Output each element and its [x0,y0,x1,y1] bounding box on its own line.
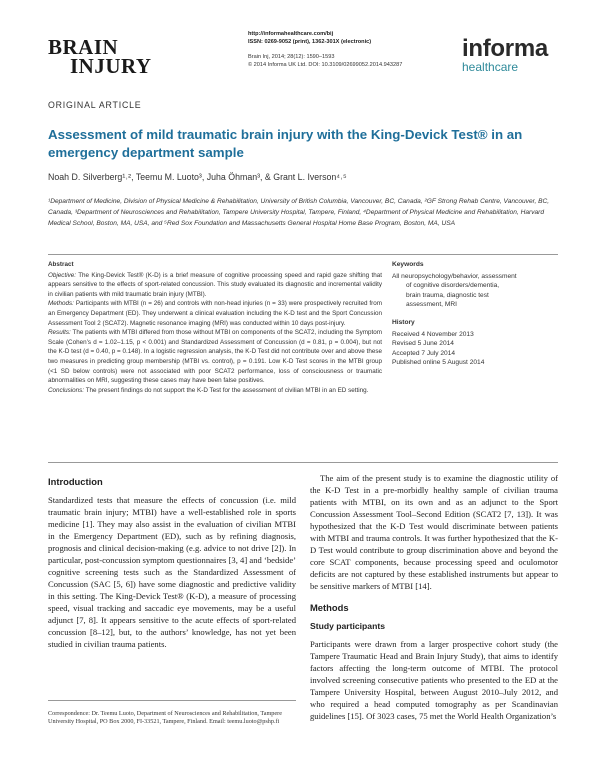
intro-heading: Introduction [48,476,103,487]
journal-url[interactable]: http://informahealthcare.com/bij [248,31,334,37]
publisher-sub: healthcare [462,60,519,74]
authors: Noah D. Silverberg¹˒², Teemu M. Luoto³, Juha Öhman³, & Grant L. Iverson⁴˒⁵ [48,172,347,182]
copyright: © 2014 Informa UK Ltd. DOI: 10.3109/02699052.2014.943287 [248,62,403,68]
participants-text: Participants were drawn from a larger prospective cohort study (the Tampere Traumatic Head and Brain Injury Study), that aims to identify factors affecting the long-term outcome of MTBI. The protocol involved screening consecutive patients who presented to the ED at the Tampere University Hospital, between August 2010–July 2012, and who required a head computed tomography as per Scandinavian guidelines [15]. Of 3023 cases, 75 met the World Health Organization’s [310,639,558,721]
history-line: Revised 5 June 2014 [392,340,454,348]
divider [48,462,558,463]
abstract-objective: Objective: The King-Devick Test® (K-D) is a brief measure of cognitive processing speed and rapid gaze shifting that appears sensitive to the effects of sport-related concussion. This study evaluated its diagnostic and incremental validity in civilian patients with mild traumatic brain injury (MTBI). [48,271,382,298]
participants-heading: Study participants [310,621,385,631]
keywords-line: brain trauma, diagnostic test [406,291,489,299]
history-line: Accepted 7 July 2014 [392,349,456,357]
article-info-sidebar [392,260,558,376]
affiliations: ¹Department of Medicine, Division of Physical Medicine & Rehabilitation, University of British Columbia, Vancouver, BC, Canada, ²GF Strong Rehab Centre, Vancouver, BC, Canada, ³Department of Neurosciences and Rehabilitation, Tampere University Hospital, Tampere, Finland, ⁴Department of Physical Medicine and Rehabilitation, Harvard Medical School, Boston, MA, USA, and ⁵Red Sox Foundation and Massachusetts General Hospital Home Base Program, Boston, MA, USA [48,198,550,227]
abstract [48,260,382,395]
keywords-line: of cognitive disorders/dementia, [406,282,500,290]
abstract-results: Results: The patients with MTBI differed from those without MTBI on components of the SCAT2, including the Symptom Scale (Cohen’s d = 1.02–1.15, p < 0.001) and Standardized Assessment of Concussion (d = 0.81, p = 0.004), but not the K-D test (d = 0.40, p = 0.148). In a logistic regression analysis, the K-D Test did not contribute over and above these two measures in predicting group membership (MTBI vs. control), p = 0.191. Low K-D Test scores in the MTBI group (<1 SD below controls) were not associated with poor SCAT2 performance, loss of consciousness or traumatic abnormalities on MRI, suggesting these cases may have been false positives. [48,329,382,385]
journal-logo-line1: BRAIN [48,35,119,59]
issn: ISSN: 0269-9052 (print), 1362-301X (electronic) [248,39,372,45]
publisher-brand: informa [462,35,548,62]
footnote-divider [48,700,296,701]
abstract-conclusions: Conclusions: The present findings do not support the K-D Test for the assessment of civilian MTBI in an ED setting. [48,386,369,394]
abstract-methods: Methods: Participants with MTBI (n = 26) and controls with non-head injuries (n = 33) were prospectively recruited from an Emergency Department (ED). They underwent a clinical evaluation including the K-D test and the Sport Concussion Assessment Tool 2 (SCAT2). Magnetic resonance imaging (MRI) was conducted within 10 days post-injury. [48,300,382,327]
history-line: Received 4 November 2013 [392,330,474,338]
methods-heading: Methods [310,602,349,613]
correspondence: Correspondence: Dr. Teemu Luoto, Department of Neurosciences and Rehabilitation, Tampere University Hospital, PO Box 2000, FI-33521, Tampere, Finland. Email: teemu.luoto@pshp.fi [48,710,282,726]
masthead [248,30,448,69]
aim-text: The aim of the present study is to examine the diagnostic utility of the K-D Test in a pre-morbidly healthy sample of civilian trauma patients with MTBI, on its own and as an adjunct to the Sport Concussion Assessment Tool–Second Edition (SCAT2 [7, 13]). It was hypothesized that the K-D Test would discriminate between patients with MTBI and trauma controls. It was further hypothesized that the K-D Test would contribute to group discrimination above and beyond the core SCAT components, because processing speed and oculomotor deficits are not captured by these established instruments but appear to be sensitive markers of MTBI [14]. [310,473,558,591]
citation: Brain Inj, 2014; 28(12): 1590–1593 [248,54,335,60]
journal-logo-line2: INJURY [70,54,152,78]
abstract-heading: Abstract [48,261,74,268]
divider [48,254,558,255]
history-line: Published online 5 August 2014 [392,359,485,367]
article-type: ORIGINAL ARTICLE [48,100,142,110]
intro-text: Standardized tests that measure the effects of concussion (i.e. mild traumatic brain injury; MTBI) have a well-established role in sports medicine [1]. They may also assist in the evaluation of civilian MTBI in the Emergency Department (ED), such as by refining diagnosis, prognosis and clinical decision-making (e.g. advice to not drive [2]). In particular, post-concussion symptom questionnaires [3, 4] and ‘bedside’ cognitive screening tests such as the Standardized Assessment of Concussion (SAC [5, 6]) have some diagnostic and predictive validity in this setting. The King-Devick Test® (K-D), a measure of processing speed, visual tracking and saccadic eye movements, may be a useful adjunct [7, 8]. It appears sensitive to the acute effects of sport-related concussion [8–12], but, to the authors’ knowledge, has not yet been studied in civilian trauma patients. [48,495,296,649]
keywords-heading: Keywords [392,261,424,268]
article-title: Assessment of mild traumatic brain injury with the King-Devick Test® in an emergency department sample [48,127,523,160]
right-column [310,472,558,722]
history-block [392,318,558,368]
keywords-block [392,260,558,310]
keywords-line: assessment, MRI [406,301,457,309]
publisher-logo [462,35,548,74]
left-column [48,476,296,650]
keywords-line: All neuropsychology/behavior, assessment [392,272,517,280]
journal-logo [48,35,152,78]
history-heading: History [392,318,415,326]
